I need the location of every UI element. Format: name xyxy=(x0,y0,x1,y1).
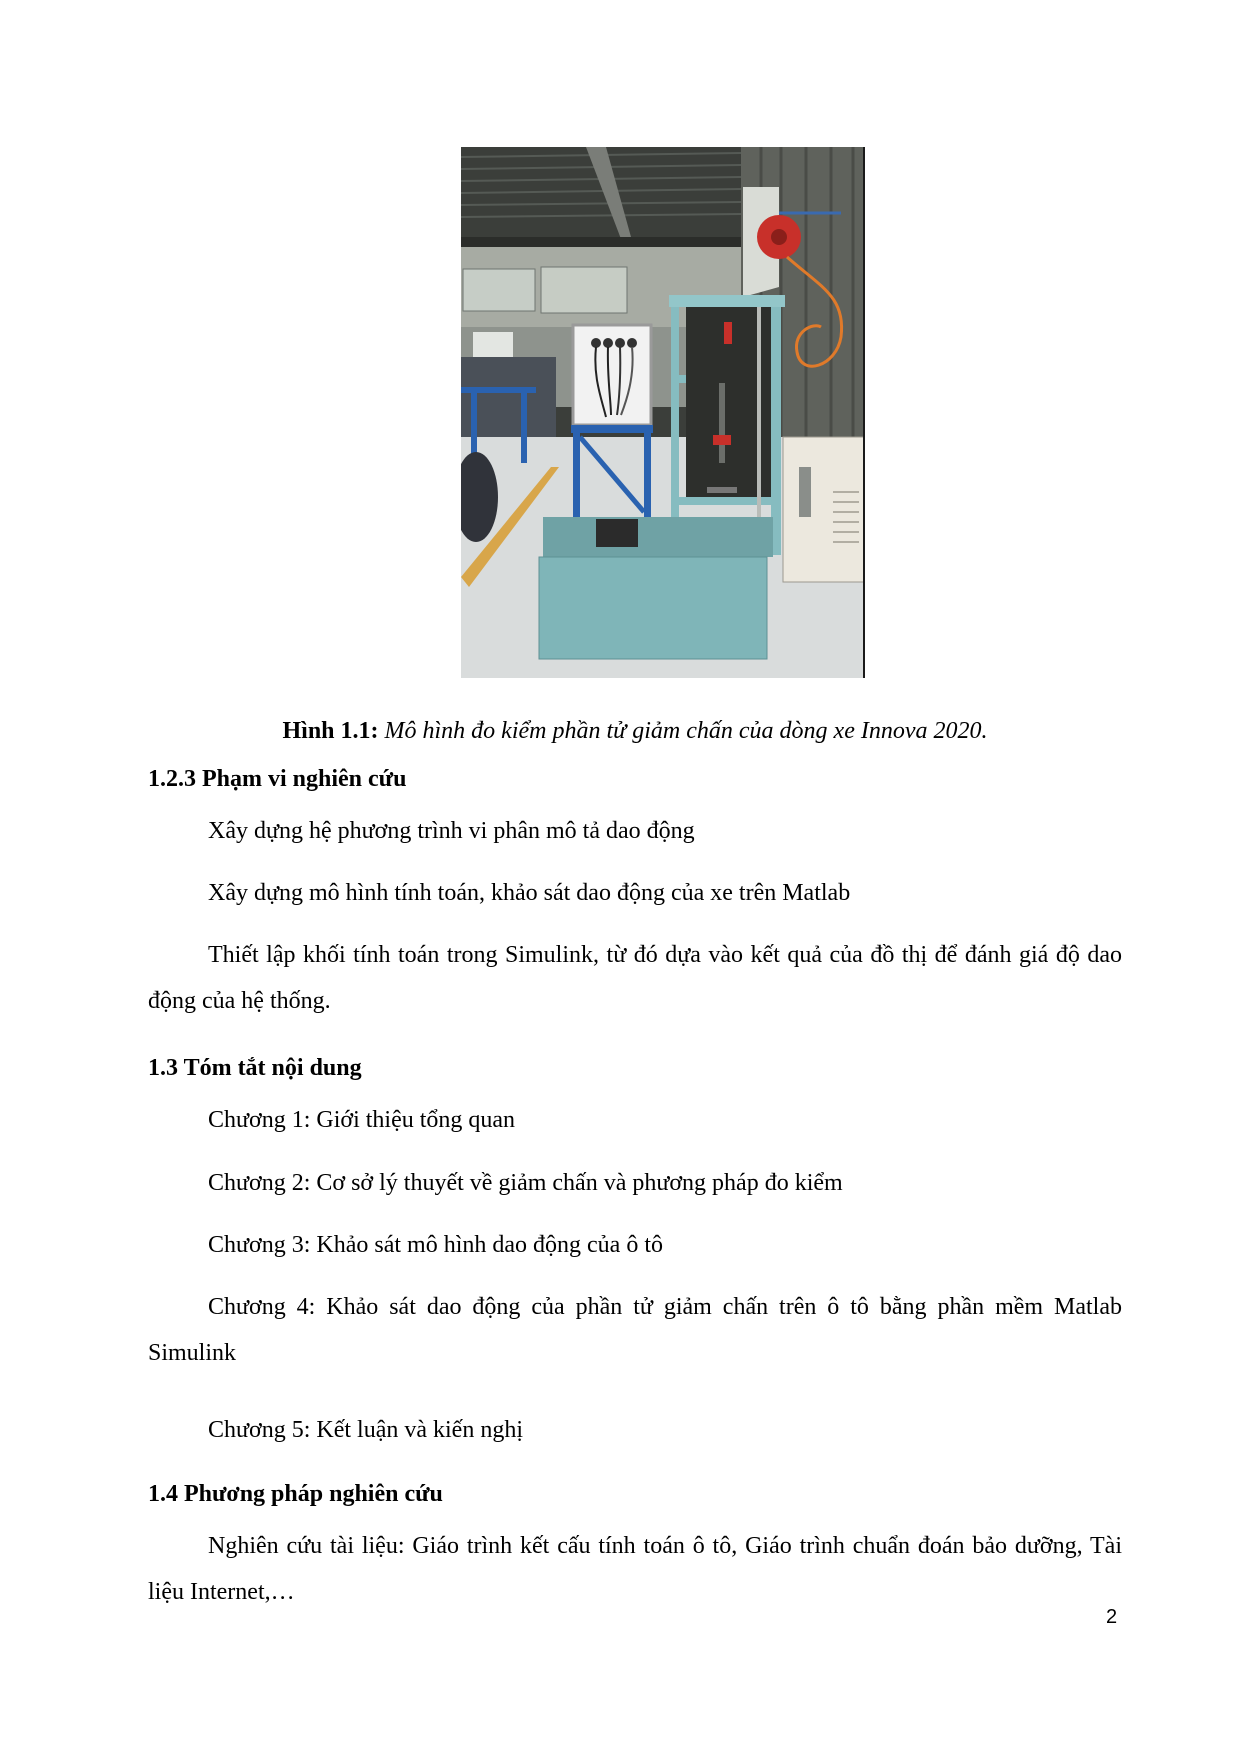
figure-caption xyxy=(148,716,1122,746)
paragraph: Xây dựng hệ phương trình vi phân mô tả dao động xyxy=(208,818,695,844)
section-summary-body xyxy=(148,1284,1122,1376)
section-methods xyxy=(148,1479,1122,1509)
chapter-item: Chương 2: Cơ sở lý thuyết về giảm chấn và phương pháp đo kiểm xyxy=(208,1170,843,1196)
caption-label: Hình 1.1: xyxy=(282,718,379,744)
section-scope-body xyxy=(148,808,1122,855)
photo-border xyxy=(863,147,865,678)
paragraph: Nghiên cứu tài liệu: Giáo trình kết cấu tính toán ô tô, Giáo trình chuẩn đoán bảo dưỡng, Tài liệu Internet,… xyxy=(148,1533,1122,1605)
paragraph: Thiết lập khối tính toán trong Simulink, từ đó dựa vào kết quả của đồ thị để đánh giá độ dao động của hệ thống. xyxy=(148,942,1122,1014)
section-scope-body xyxy=(148,932,1122,1024)
section-heading: 1.3 Tóm tắt nội dung xyxy=(148,1055,362,1081)
chapter-item: Chương 3: Khảo sát mô hình dao động của ô tô xyxy=(208,1232,663,1258)
section-scope xyxy=(148,764,1122,794)
photo-image-icon xyxy=(461,147,865,678)
section-methods-body xyxy=(148,1523,1122,1615)
section-heading: 1.4 Phương pháp nghiên cứu xyxy=(148,1481,443,1507)
section-summary-body xyxy=(148,1222,1122,1269)
section-summary-body xyxy=(148,1160,1122,1207)
section-summary xyxy=(148,1053,1122,1083)
section-heading: 1.2.3 Phạm vi nghiên cứu xyxy=(148,766,407,792)
caption-text: Mô hình đo kiểm phần tử giảm chấn của dòng xe Innova 2020. xyxy=(378,718,988,744)
page-number: 2 xyxy=(1106,1606,1118,1628)
section-scope-body xyxy=(148,870,1122,917)
figure-photo xyxy=(461,147,865,678)
chapter-item: Chương 1: Giới thiệu tổng quan xyxy=(208,1107,516,1133)
chapter-item: Chương 5: Kết luận và kiến nghị xyxy=(208,1417,523,1443)
paragraph: Xây dựng mô hình tính toán, khảo sát dao động của xe trên Matlab xyxy=(208,880,851,906)
chapter-item: Chương 4: Khảo sát dao động của phần tử giảm chấn trên ô tô bằng phần mềm Matlab Simulink xyxy=(148,1294,1122,1366)
section-summary-body xyxy=(148,1097,1122,1144)
section-summary-body xyxy=(148,1407,1122,1454)
